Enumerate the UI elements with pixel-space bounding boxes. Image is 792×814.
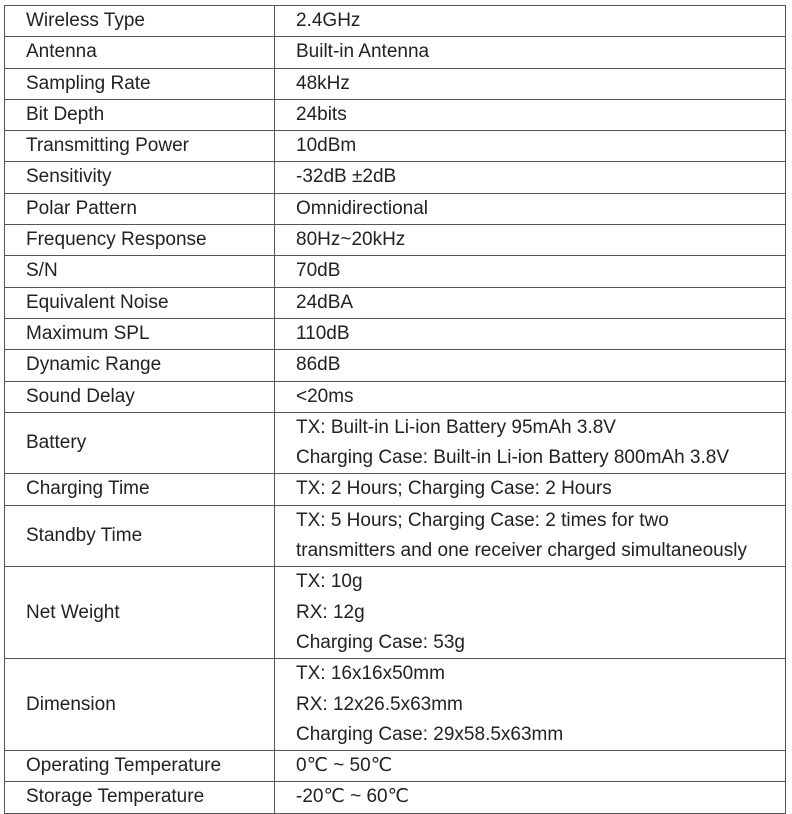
spec-label: Sensitivity (5, 162, 275, 193)
spec-row (5, 162, 786, 193)
spec-label: Sampling Rate (5, 68, 275, 99)
spec-value (275, 6, 786, 37)
spec-value-line: RX: 12g (296, 601, 365, 623)
spec-value-line: RX: 12x26.5x63mm (296, 693, 463, 715)
spec-value-line: Built-in Antenna (296, 41, 430, 63)
spec-value (275, 193, 786, 224)
spec-value (275, 782, 786, 813)
spec-label: Antenna (5, 37, 275, 68)
spec-label: Dynamic Range (5, 350, 275, 381)
spec-row (5, 68, 786, 99)
spec-value-line: transmitters and one receiver charged simultaneously (296, 540, 747, 562)
spec-label: Polar Pattern (5, 193, 275, 224)
spec-value-line: 48kHz (296, 72, 350, 94)
spec-row (5, 782, 786, 813)
spec-value-line: Omnidirectional (296, 197, 428, 219)
spec-row (5, 567, 786, 659)
spec-row (5, 99, 786, 130)
spec-row (5, 37, 786, 68)
spec-value-line: -20℃ ~ 60℃ (296, 786, 409, 808)
spec-row (5, 131, 786, 162)
spec-value-line: TX: 5 Hours; Charging Case: 2 times for two (296, 509, 669, 531)
spec-label: Standby Time (5, 505, 275, 567)
spec-label: Net Weight (5, 567, 275, 659)
spec-value (275, 567, 786, 659)
spec-value-line: <20ms (296, 385, 354, 407)
spec-label: Transmitting Power (5, 131, 275, 162)
spec-value (275, 225, 786, 256)
spec-row (5, 6, 786, 37)
spec-label: Sound Delay (5, 381, 275, 412)
spec-label: Operating Temperature (5, 751, 275, 782)
spec-row (5, 225, 786, 256)
spec-row (5, 505, 786, 567)
spec-value-line: TX: Built-in Li-ion Battery 95mAh 3.8V (296, 416, 616, 438)
spec-row (5, 318, 786, 349)
spec-value (275, 287, 786, 318)
spec-label: Dimension (5, 659, 275, 751)
spec-table (4, 5, 786, 814)
spec-row (5, 287, 786, 318)
spec-value-line: 110dB (296, 322, 350, 344)
spec-label: Equivalent Noise (5, 287, 275, 318)
spec-value (275, 659, 786, 751)
spec-value (275, 412, 786, 474)
spec-row (5, 350, 786, 381)
spec-value (275, 381, 786, 412)
spec-row (5, 659, 786, 751)
spec-value (275, 68, 786, 99)
spec-value-line: TX: 2 Hours; Charging Case: 2 Hours (296, 478, 612, 500)
spec-label: Charging Time (5, 474, 275, 505)
spec-row (5, 751, 786, 782)
spec-value-line: 80Hz~20kHz (296, 229, 406, 251)
spec-value (275, 350, 786, 381)
spec-value-line: 70dB (296, 260, 341, 282)
spec-value-line: TX: 16x16x50mm (296, 663, 445, 685)
spec-table-body (5, 6, 786, 814)
spec-value-line: 10dBm (296, 135, 357, 157)
spec-row (5, 193, 786, 224)
spec-value (275, 474, 786, 505)
spec-label: Battery (5, 412, 275, 474)
spec-row (5, 474, 786, 505)
spec-value-line: Charging Case: 53g (296, 631, 465, 653)
spec-value (275, 318, 786, 349)
spec-label: Maximum SPL (5, 318, 275, 349)
spec-value (275, 131, 786, 162)
spec-row (5, 381, 786, 412)
spec-label: Storage Temperature (5, 782, 275, 813)
spec-value-line: 24bits (296, 103, 347, 125)
spec-value-line: 2.4GHz (296, 10, 361, 31)
spec-label: S/N (5, 256, 275, 287)
spec-value-line: 0℃ ~ 50℃ (296, 755, 393, 777)
spec-value (275, 751, 786, 782)
spec-label: Frequency Response (5, 225, 275, 256)
spec-value-line: 86dB (296, 354, 341, 376)
spec-value (275, 99, 786, 130)
spec-label: Wireless Type (5, 6, 275, 37)
spec-value-line: -32dB ±2dB (296, 166, 397, 188)
spec-value (275, 256, 786, 287)
spec-row (5, 412, 786, 474)
spec-value-line: Charging Case: Built-in Li-ion Battery 800mAh 3.8V (296, 447, 730, 469)
spec-value-line: 24dBA (296, 291, 354, 313)
spec-row (5, 256, 786, 287)
spec-value (275, 37, 786, 68)
spec-value-line: TX: 10g (296, 571, 363, 593)
spec-value (275, 162, 786, 193)
spec-label: Bit Depth (5, 99, 275, 130)
spec-value-line: Charging Case: 29x58.5x63mm (296, 723, 564, 745)
spec-value (275, 505, 786, 567)
